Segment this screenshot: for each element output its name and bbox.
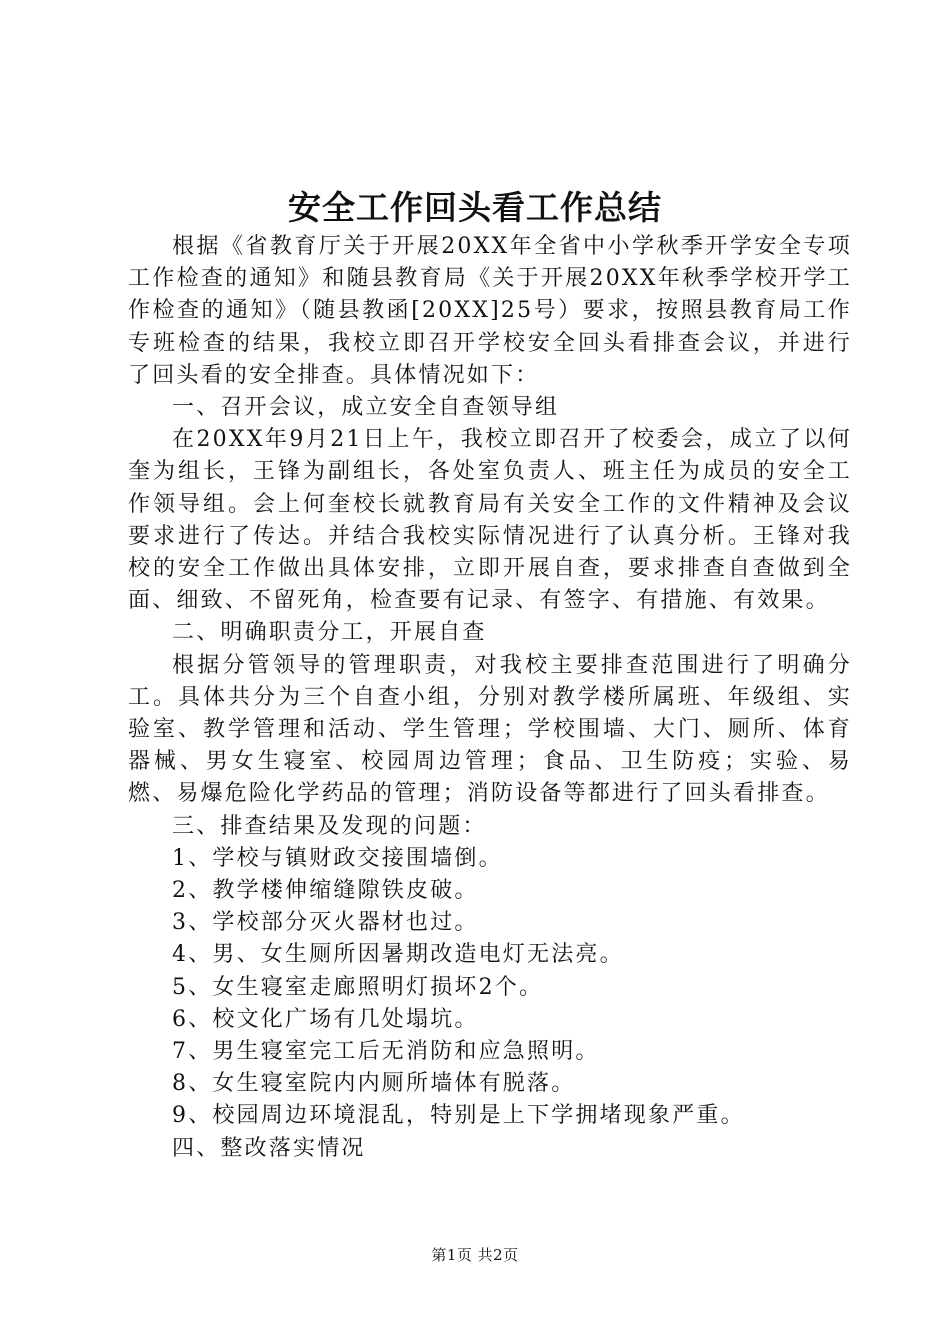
document-body	[128, 231, 852, 1165]
issue-item: 1、学校与镇财政交接围墙倒。	[172, 845, 503, 871]
issue-item: 4、男、女生厕所因暑期改造电灯无法亮。	[172, 942, 624, 968]
issue-item: 5、女生寝室走廊照明灯损坏2个。	[172, 974, 544, 1000]
issue-item: 8、女生寝室院内内厕所墙体有脱落。	[172, 1071, 576, 1097]
issue-item: 7、男生寝室完工后无消防和应急照明。	[172, 1039, 600, 1065]
issue-item: 3、学校部分灭火器材也过。	[172, 910, 479, 936]
section-heading-1: 一、召开会议，成立安全自查领导组	[172, 395, 560, 421]
document-title: 安全工作回头看工作总结	[288, 188, 662, 227]
issue-item: 2、教学楼伸缩缝隙铁皮破。	[172, 878, 479, 904]
issue-item: 6、校文化广场有几处塌坑。	[172, 1006, 479, 1032]
section-heading-2: 二、明确职责分工，开展自查	[172, 620, 487, 646]
issue-list	[128, 843, 852, 1133]
section-heading-4: 四、整改落实情况	[172, 1135, 366, 1161]
section-paragraph-1: 在20XX年9月21日上午，我校立即召开了校委会，成立了以何奎为组长，王锋为副组长，各处室负责人、班主任为成员的安全工作领导组。会上何奎校长就教育局有关安全工作的文件精神及会议要求进行了传达。并结合我校实际情况进行了认真分析。王锋对我校的安全工作做出具体安排，立即开展自查，要求排查自查做到全面、细致、不留死角，检查要有记录、有签字、有措施、有效果。	[128, 427, 852, 614]
section-paragraph-2: 根据分管领导的管理职责，对我校主要排查范围进行了明确分工。具体共分为三个自查小组，分别对教学楼所属班、年级组、实验室、教学管理和活动、学生管理；学校围墙、大门、厕所、体育器械、男女生寝室、校园周边管理；食品、卫生防疫；实验、易燃、易爆危险化学药品的管理；消防设备等都进行了回头看排查。	[128, 652, 852, 807]
intro-paragraph: 根据《省教育厅关于开展20XX年全省中小学秋季开学安全专项工作检查的通知》和随县教育局《关于开展20XX年秋季学校开学工作检查的通知》（随县教函[20XX]25号）要求，按照县教育局工作专班检查的结果，我校立即召开学校安全回头看排查会议，并进行了回头看的安全排查。具体情况如下：	[128, 234, 852, 388]
page-number-footer: 第1页 共2页	[431, 1246, 519, 1264]
issue-item: 9、校园周边环境混乱，特别是上下学拥堵现象严重。	[172, 1103, 745, 1129]
section-heading-3: 三、排查结果及发现的问题：	[172, 813, 487, 839]
